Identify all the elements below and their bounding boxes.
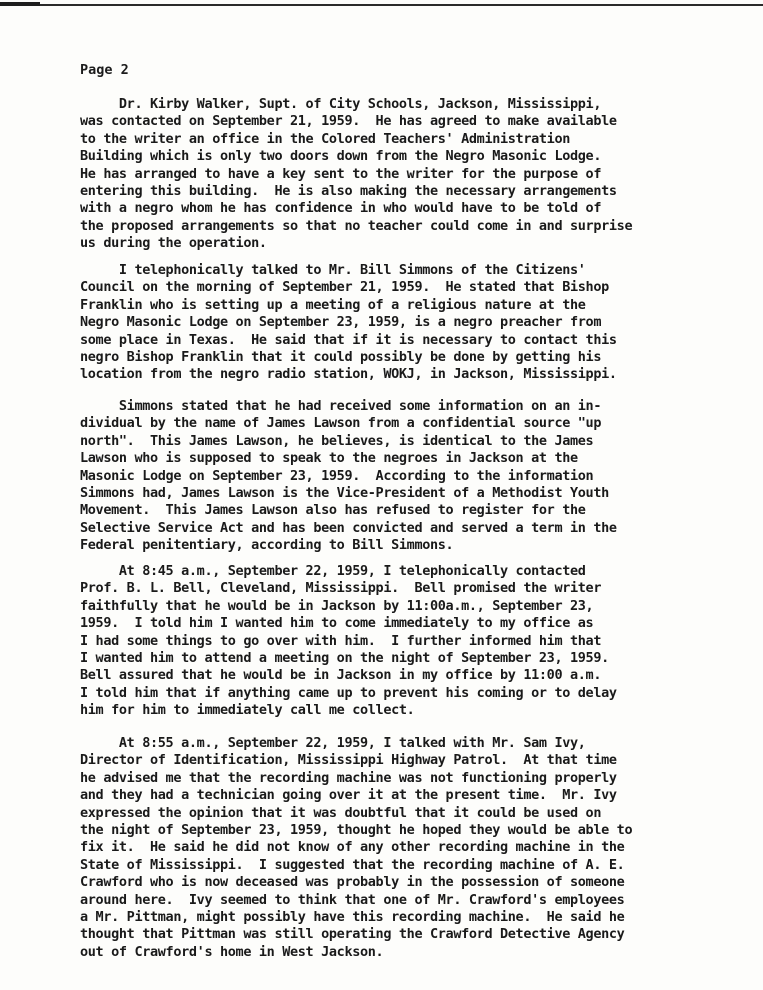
text-line: Crawford who is now deceased was probably in the possession of someone	[80, 874, 625, 891]
text-line: Simmons stated that he had received some information on an in-	[80, 398, 602, 414]
text-line: out of Crawford's home in West Jackson.	[80, 943, 384, 960]
text-line: north". This James Lawson, he believes, is identical to the James	[80, 432, 594, 449]
text-line: expressed the opinion that it was doubtful that it could be used on	[80, 804, 602, 821]
text-line: Prof. B. L. Bell, Cleveland, Mississippi. Bell promised the writer	[80, 580, 602, 597]
text-line: entering this building. He is also making the necessary arrangements	[80, 183, 617, 200]
text-line: He has arranged to have a key sent to the writer for the purpose of	[80, 165, 602, 182]
text-line: Masonic Lodge on September 23, 1959. According to the information	[80, 467, 594, 484]
text-line: State of Mississippi. I suggested that the recording machine of A. E.	[80, 856, 625, 873]
paragraph-bell-contact	[80, 563, 720, 720]
text-line: to the writer an office in the Colored Teachers' Administration	[80, 130, 570, 147]
text-line: us during the operation.	[80, 235, 267, 252]
text-line: I had some things to go over with him. I further informed him that	[80, 632, 602, 649]
text-line: him for him to immediately call me collect.	[80, 702, 415, 719]
paragraph-james-lawson	[80, 398, 720, 555]
text-line: the proposed arrangements so that no teacher could come in and surprise	[80, 217, 633, 234]
text-line: he advised me that the recording machine was not functioning properly	[80, 769, 617, 786]
page-label: Page 2	[80, 62, 129, 78]
text-line: some place in Texas. He said that if it is necessary to contact this	[80, 331, 617, 348]
text-line: thought that Pittman was still operating the Crawford Detective Agency	[80, 926, 625, 943]
text-line: 1959. I told him I wanted him to come immediately to my office as	[80, 615, 594, 632]
text-line: around here. Ivy seemed to think that one of Mr. Crawford's employees	[80, 891, 625, 908]
text-line: I telephonically talked to Mr. Bill Simmons of the Citizens'	[80, 262, 586, 278]
text-line: dividual by the name of James Lawson from a confidential source "up	[80, 415, 602, 432]
text-line: Dr. Kirby Walker, Supt. of City Schools, Jackson, Mississippi,	[80, 96, 602, 112]
top-border-mark	[0, 2, 40, 6]
text-line: a Mr. Pittman, might possibly have this recording machine. He said he	[80, 909, 625, 926]
text-line: I wanted him to attend a meeting on the night of September 23, 1959.	[80, 650, 609, 667]
top-border-line	[0, 4, 763, 6]
text-line: with a negro whom he has confidence in who would have to be told of	[80, 200, 602, 217]
text-line: At 8:55 a.m., September 22, 1959, I talked with Mr. Sam Ivy,	[80, 735, 586, 751]
text-line: Simmons had, James Lawson is the Vice-President of a Methodist Youth	[80, 485, 609, 502]
text-line: Director of Identification, Mississippi Highway Patrol. At that time	[80, 752, 617, 769]
text-line: and they had a technician going over it at the present time. Mr. Ivy	[80, 787, 617, 804]
text-line: Bell assured that he would be in Jackson in my office by 11:00 a.m.	[80, 667, 602, 684]
text-line: the night of September 23, 1959, thought he hoped they would be able to	[80, 822, 633, 839]
text-line: negro Bishop Franklin that it could possibly be done by getting his	[80, 349, 602, 366]
text-line: was contacted on September 21, 1959. He has agreed to make available	[80, 113, 617, 130]
text-line: Federal penitentiary, according to Bill Simmons.	[80, 537, 454, 554]
text-line: Selective Service Act and has been convicted and served a term in the	[80, 519, 617, 536]
text-line: Franklin who is setting up a meeting of a religious nature at the	[80, 296, 586, 313]
paragraph-sam-ivy	[80, 735, 720, 961]
text-line: I told him that if anything came up to prevent his coming or to delay	[80, 684, 617, 701]
text-line: Lawson who is supposed to speak to the negroes in Jackson at the	[80, 450, 578, 467]
text-line: Negro Masonic Lodge on September 23, 1959, is a negro preacher from	[80, 314, 602, 331]
text-line: Building which is only two doors down from the Negro Masonic Lodge.	[80, 148, 602, 165]
text-line: faithfully that he would be in Jackson by 11:00a.m., September 23,	[80, 597, 594, 614]
paragraph-bill-simmons-call	[80, 262, 720, 384]
text-line: Council on the morning of September 21, 1959. He stated that Bishop	[80, 279, 609, 296]
paragraph-kirby-walker	[80, 96, 720, 253]
text-line: At 8:45 a.m., September 22, 1959, I telephonically contacted	[80, 563, 586, 579]
text-line: fix it. He said he did not know of any other recording machine in the	[80, 839, 625, 856]
text-line: Movement. This James Lawson also has refused to register for the	[80, 502, 586, 519]
text-line: location from the negro radio station, WOKJ, in Jackson, Mississippi.	[80, 366, 617, 383]
